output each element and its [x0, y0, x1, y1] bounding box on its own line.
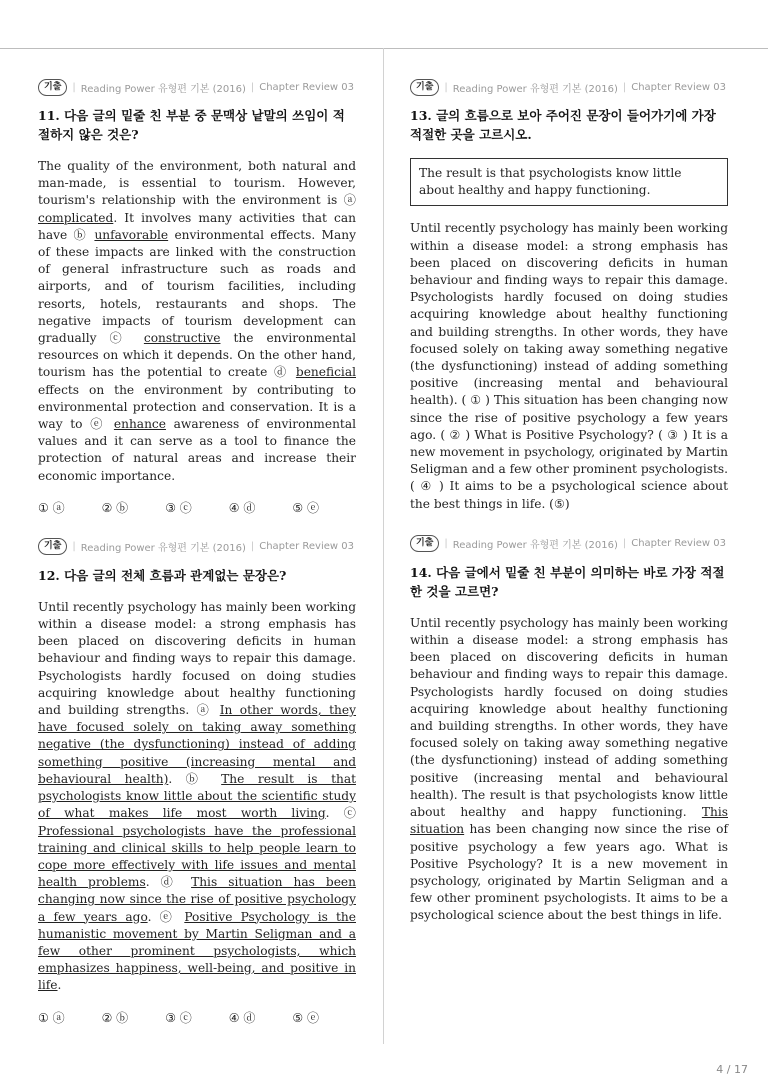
- question-title: 11. 다음 글의 밑줄 친 부분 중 문맥상 낱말의 쓰임이 적절하지 않은 것은?: [38, 108, 345, 142]
- question-title: 14. 다음 글에서 밑줄 친 부분이 의미하는 바로 가장 적절한 것을 고르면?: [410, 564, 725, 599]
- column-divider: [383, 48, 384, 1044]
- choice-2[interactable]: ② ⓑ: [101, 1010, 129, 1025]
- question-source-row: 기출 | Reading Power 유형편 기본 (2016) | Chapter Review 03: [38, 538, 356, 556]
- source-label: Reading Power 유형편 기본 (2016): [452, 83, 618, 95]
- answer-choices: [38, 499, 356, 516]
- given-sentence-box: The result is that psychologists know little about healthy and happy functioning.: [410, 158, 728, 206]
- exam-tag: 기출: [410, 535, 439, 552]
- choice-4[interactable]: ④ ⓓ: [228, 500, 256, 515]
- choice-2[interactable]: ② ⓑ: [101, 500, 129, 515]
- choice-4[interactable]: ④ ⓓ: [228, 1010, 256, 1025]
- choice-5[interactable]: ⑤ ⓔ: [292, 500, 319, 515]
- underlined-word: unfavorable: [94, 227, 169, 242]
- question-11: [38, 78, 356, 516]
- underlined-sentence: The result is that psychologists know little about the scientific study of what makes life most worth living: [38, 771, 356, 821]
- question-passage: Until recently psychology has mainly been working within a disease model: a strong emphasis has been placed on discovering deficits in human behaviour and finding ways to repair this damage. Psychologists hardly focused on doing studies acquiring knowledge about healthy functioning and building strengths. In other words, they have focused solely on taking away something negative (the dysfunctioning) instead of adding something positive (increasing mental and behavioural health). The result is that psychologists know little about healthy and happy functioning. This situation has been changing now since the rise of positive psychology a few years ago. What is Positive Psychology? It is a new movement in psychology, originated by Martin Seligman and a few other prominent psychologists. It aims to be a psychological science about the best things in life.: [410, 615, 728, 923]
- underlined-word: enhance: [113, 417, 166, 432]
- exam-tag: 기출: [38, 79, 67, 96]
- source-label: Reading Power 유형편 기본 (2016): [80, 543, 246, 555]
- underlined-word: constructive: [143, 331, 221, 346]
- underlined-sentence: Professional psychologists have the professional training and clinical skills to help people learn to cope more effectively with life issues and mental health problems: [38, 823, 356, 890]
- question-12: [38, 538, 356, 1026]
- choice-1[interactable]: ① ⓐ: [38, 500, 65, 515]
- choice-1[interactable]: ① ⓐ: [38, 1010, 65, 1025]
- choice-3[interactable]: ③ ⓒ: [165, 500, 192, 515]
- question-source-row: 기출 | Reading Power 유형편 기본 (2016) | Chapter Review 03: [410, 535, 728, 553]
- source-label: Reading Power 유형편 기본 (2016): [80, 83, 246, 95]
- answer-choices: [38, 1009, 356, 1026]
- exam-tag: 기출: [410, 79, 439, 96]
- page-number: 4 / 17: [716, 1063, 748, 1076]
- underlined-word: complicated: [38, 210, 114, 225]
- choice-5[interactable]: ⑤ ⓔ: [292, 1010, 319, 1025]
- question-passage: Until recently psychology has mainly been working within a disease model: a strong emphasis has been placed on discovering deficits in human behaviour and finding ways to repair this damage. Psychologists hardly focused on doing studies acquiring knowledge about healthy functioning and building strengths. ⓐ In other words, they have focused solely on taking away something negative (the dysfunctioning) instead of adding something positive (increasing mental and behavioural health). ⓑ The result is that psychologists know little about the scientific study of what makes life most worth living. ⓒ Professional psychologists have the professional training and clinical skills to help people learn to cope more effectively with life issues and mental health problems. ⓓ This situation has been changing now since the rise of positive psychology a few years ago. ⓔ Positive Psychology is the humanistic movement by Martin Seligman and a few other prominent psychologists, which emphasizes happiness, well-being, and positive in life.: [38, 599, 357, 993]
- chapter-label: Chapter Review 03: [631, 538, 726, 550]
- question-title: 13. 글의 흐름으로 보아 주어진 문장이 들어가기에 가장 적절한 곳을 고르시오.: [410, 108, 716, 142]
- question-source-row: 기출 | Reading Power 유형편 기본 (2016) | Chapter Review 03: [38, 78, 356, 96]
- chapter-label: Chapter Review 03: [259, 541, 354, 553]
- underlined-sentence: This situation has been changing now since the rise of positive psychology a few years ago: [38, 875, 356, 924]
- underlined-word: beneficial: [295, 365, 356, 380]
- exam-tag: 기출: [38, 538, 67, 555]
- question-passage: The quality of the environment, both natural and man-made, is essential to tourism. However, tourism's relationship with the environment is ⓐ complicated. It involves many activities that can have ⓑ unfavorable environmental effects. Many of these impacts are linked with the construction of general infrastructure such as roads and airports, and of tourism facilities, including resorts, hotels, restaurants and shops. The negative impacts of tourism development can gradually ⓒ constructive the environmental resources on which it depends. On the other hand, tourism has the potential to create ⓓ beneficial effects on the environment by contributing to environmental protection and conservation. It is a way to ⓔ enhance awareness of environmental values and it can serve as a tool to finance the protection of natural areas and increase their economic importance.: [38, 159, 356, 483]
- top-rule: [0, 48, 768, 49]
- underlined-sentence: Positive Psychology is the humanistic movement by Martin Seligman and a few other prominent psychologists, which emphasizes happiness, well-being, and positive in life: [38, 909, 356, 993]
- question-source-row: 기출 | Reading Power 유형편 기본 (2016) | Chapter Review 03: [410, 78, 728, 96]
- right-column: [410, 78, 728, 947]
- choice-3[interactable]: ③ ⓒ: [165, 1010, 192, 1025]
- underlined-sentence: In other words, they have focused solely on taking away something negative (the dysfunctioning) instead of adding something positive (increasing mental and behavioural health): [38, 703, 357, 786]
- chapter-label: Chapter Review 03: [631, 81, 726, 93]
- source-label: Reading Power 유형편 기본 (2016): [452, 540, 618, 552]
- chapter-label: Chapter Review 03: [259, 81, 354, 93]
- question-13: [410, 78, 728, 513]
- question-passage: Until recently psychology has mainly been working within a disease model: a strong emphasis has been placed on discovering deficits in human behaviour and finding ways to repair this damage. Psychologists hardly focused on doing studies acquiring knowledge about healthy functioning and building strengths. In other words, they have focused solely on taking away something negative (the dysfunctioning) instead of adding something positive (increasing mental and behavioural health). ( ① ) This situation has been changing now since the rise of positive psychology a few years ago. ( ② ) What is Positive Psychology? ( ③ ) It is a new movement in psychology, originated by Martin Seligman and a few other prominent psychologists. ( ④ ) It aims to be a psychological science about the best things in life. (⑤): [410, 221, 728, 511]
- question-title: 12. 다음 글의 전체 흐름과 관계없는 문장은?: [38, 567, 287, 583]
- underlined-phrase: This situation: [410, 805, 728, 837]
- left-column: [38, 78, 356, 1048]
- question-14: [410, 535, 728, 925]
